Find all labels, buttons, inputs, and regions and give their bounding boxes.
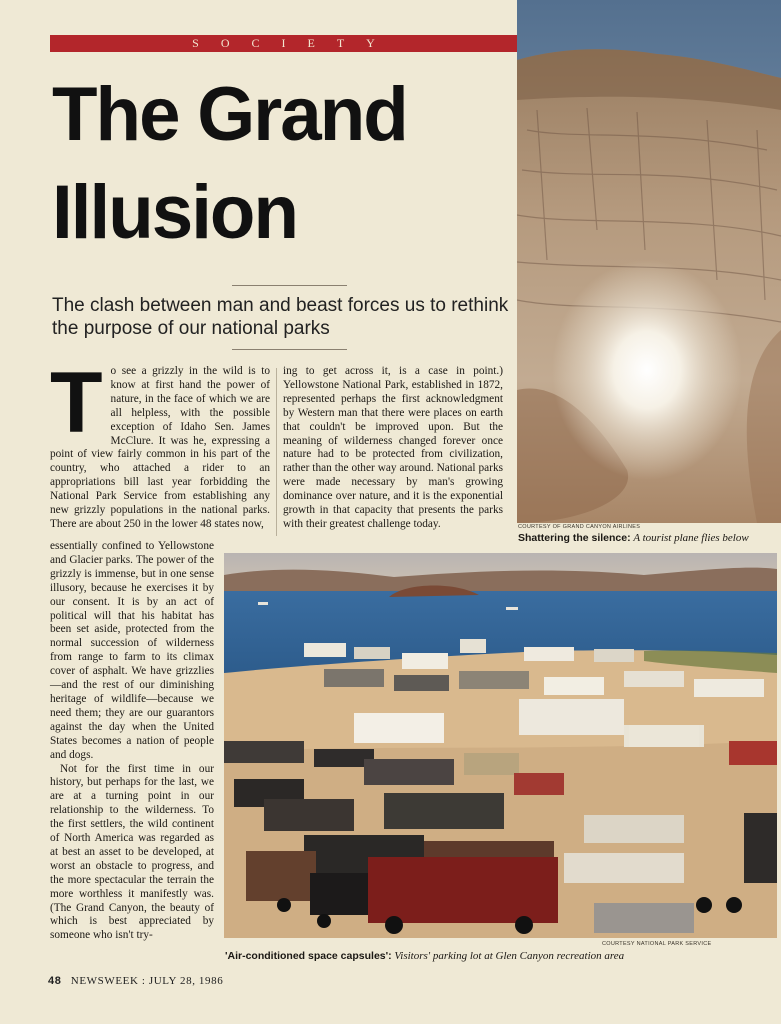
caption-text: A tourist plane flies below xyxy=(633,532,749,544)
headline xyxy=(52,66,503,262)
divider xyxy=(232,285,347,286)
canyon-cliff-photo xyxy=(517,0,781,523)
article-paragraph: o see a grizzly in the wild is to know at first hand the power of nature, in the face of which we are all helpless, with the possible exception of Idaho Sen. James McClure. It was he, expressing a point of view fairly common in his part of the country, who attached a rider to an appropriations bill last year forbidding the National Park Service from establishing any new grizzly populations in the national parks. There are about 250 in the lower 48 states now, xyxy=(50,365,270,530)
divider xyxy=(232,349,347,350)
drop-cap: T xyxy=(50,355,103,451)
canyon-cliff-illustration xyxy=(517,0,781,523)
publication-date: NEWSWEEK : JULY 28, 1986 xyxy=(70,975,224,987)
parking-lot-photo xyxy=(224,553,777,938)
photo-caption xyxy=(225,950,624,962)
article-paragraph: essentially confined to Yellowstone and Glacier parks. The power of the grizzly is immense, but in one sense illusory, because he exercises it by our consent. It is by an act of political will that his habitat has been set aside, protected from the normal succession of wilderness from range to farm to its climax cover of asphalt. We have grizzlies—and the rest of our diminishing heritage of wildlife—because we need them; they are our guarantors against the day when the United States becomes a nation of people and dogs. xyxy=(50,540,214,761)
article-column-1-continued xyxy=(50,540,214,943)
column-rule xyxy=(276,368,277,536)
photo-credit: COURTESY OF GRAND CANYON AIRLINES xyxy=(518,524,641,530)
photo-credit: COURTESY NATIONAL PARK SERVICE xyxy=(602,941,712,947)
headline-line-1: The Grand xyxy=(52,72,407,157)
caption-text: Visitors' parking lot at Glen Canyon recreation area xyxy=(394,950,625,962)
section-label: SOCIETY xyxy=(192,36,397,50)
headline-line-2: Illusion xyxy=(52,170,297,255)
article-column-1 xyxy=(50,355,270,532)
deck: The clash between man and beast forces us to rethink the purpose of our national parks xyxy=(52,295,509,339)
section-banner xyxy=(50,35,517,52)
page-number: 48 xyxy=(48,975,62,987)
article-paragraph: Not for the first time in our history, but perhaps for the last, we are at a turning point in our relationship to the wilderness. To the first settlers, the wild continent of North America was regarded as at best an asset to be developed, at worst an obstacle to progress, and the more spectacular the terrain the more worthless it manifestly was. (The Grand Canyon, the beauty of which is best appreciated by someone who isn't try- xyxy=(50,762,214,942)
caption-lead: 'Air-conditioned space capsules': xyxy=(225,950,392,962)
folio xyxy=(48,975,223,987)
article-paragraph: ing to get across it, is a case in point.) Yellowstone National Park, established in 1872, represented perhaps the first acknowledgment by Western man that there were places on earth that couldn't be improved upon. But the meaning of wilderness changed forever once nature had to be protected from civilization, rather than the other way around. National parks were made necessary by man's growing dominance over nature, and it is the exponential growth in that capacity that presents the parks with their greatest challenge today. xyxy=(283,365,503,530)
article-column-2 xyxy=(283,365,503,532)
parking-lot-illustration xyxy=(224,553,777,938)
caption-lead: Shattering the silence: xyxy=(518,532,631,544)
photo-caption xyxy=(518,532,749,544)
